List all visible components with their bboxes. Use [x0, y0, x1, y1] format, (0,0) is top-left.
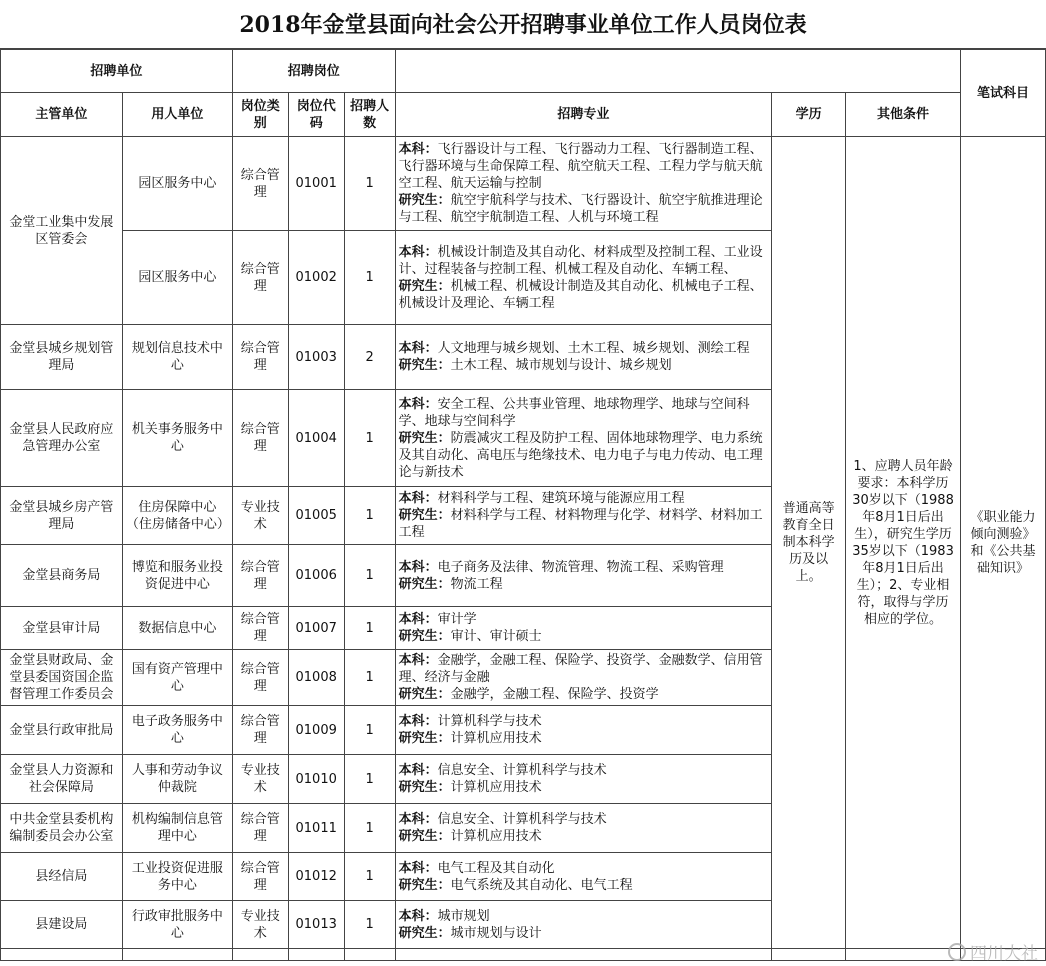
headcount-cell: 1: [344, 804, 395, 853]
headcount-cell: 2: [344, 325, 395, 390]
undergrad-tag: 本科：: [398, 763, 438, 778]
postgrad-majors: 物流工程: [450, 576, 503, 592]
blank-cell: [122, 949, 232, 961]
undergrad-line: [399, 340, 769, 357]
exam-subjects-cell: 《职业能力倾向测验》和《公共基础知识》: [961, 137, 1046, 949]
undergrad-majors: 飞行器设计与工程、飞行器动力工程、飞行器制造工程、飞行器环境与生命保障工程、航空航天工程、工程力学与航天航空工程、航天运输与控制: [398, 142, 763, 191]
postgrad-tag: 研究生：: [398, 829, 451, 844]
header-headcount: 招聘人数: [344, 93, 395, 137]
blank-cell: [846, 949, 961, 961]
employer-cell: 机构编制信息管理中心: [122, 804, 232, 853]
major-cell: [395, 137, 772, 231]
post-type-cell: 综合管理: [232, 390, 288, 487]
post-code-cell: 01010: [288, 755, 344, 804]
post-type-cell: 综合管理: [232, 325, 288, 390]
header-exam: 笔试科目: [961, 50, 1046, 137]
supervisor-cell: 县经信局: [1, 853, 123, 901]
headcount-cell: 1: [344, 390, 395, 487]
undergrad-tag: 本科：: [398, 714, 438, 729]
page-title: 2018年金堂县面向社会公开招聘事业单位工作人员岗位表: [0, 0, 1046, 49]
major-cell: [395, 607, 772, 650]
post-type-cell: 专业技术: [232, 755, 288, 804]
postgrad-majors: 材料科学与工程、材料物理与化学、材料学、材料加工工程: [398, 508, 763, 540]
postgrad-line: [399, 730, 769, 747]
undergrad-majors: 审计学: [437, 612, 477, 627]
postgrad-line: [399, 686, 769, 703]
postgrad-line: [399, 192, 769, 226]
other-conditions-cell: 1、应聘人员年龄要求：本科学历30岁以下（1988年8月1日后出生），研究生学历35岁以下（1983年8月1日后出生）；2、专业相符，取得与学历相应的学位。: [846, 137, 961, 949]
postgrad-tag: 研究生：: [398, 877, 451, 893]
undergrad-tag: 本科：: [398, 860, 438, 876]
table-row: [1, 137, 1046, 231]
undergrad-tag: 本科：: [398, 908, 438, 924]
headcount-cell: 1: [344, 901, 395, 949]
postgrad-line: [399, 877, 769, 894]
undergrad-tag: 本科：: [398, 491, 438, 506]
postgrad-tag: 研究生：: [398, 629, 451, 644]
postgrad-tag: 研究生：: [398, 358, 451, 373]
undergrad-line: [399, 559, 769, 576]
supervisor-cell: 县建设局: [1, 901, 123, 949]
postgrad-tag: 研究生：: [398, 278, 451, 294]
major-cell: [395, 755, 772, 804]
major-cell: [395, 650, 772, 706]
supervisor-cell: 金堂县财政局、金堂县委国资国企监督管理工作委员会: [1, 650, 123, 706]
post-code-cell: 01011: [288, 804, 344, 853]
blank-cell: [344, 949, 395, 961]
undergrad-line: [399, 244, 769, 278]
supervisor-cell: 金堂县城乡房产管理局: [1, 487, 123, 545]
postgrad-majors: 电气系统及其自动化、电气工程: [450, 877, 633, 893]
headcount-cell: 1: [344, 487, 395, 545]
postgrad-majors: 机械工程、机械设计制造及其自动化、机械电子工程、机械设计及理论、车辆工程: [398, 278, 763, 311]
header-post-group: 招聘岗位: [232, 50, 395, 93]
postgrad-line: [399, 430, 769, 481]
header-other: 其他条件: [846, 93, 961, 137]
post-type-cell: 综合管理: [232, 706, 288, 755]
major-cell: [395, 487, 772, 545]
postgrad-line: [399, 828, 769, 845]
supervisor-cell: 金堂县审计局: [1, 607, 123, 650]
postgrad-tag: 研究生：: [398, 430, 451, 446]
undergrad-line: [399, 908, 769, 925]
undergrad-line: [399, 652, 769, 686]
headcount-cell: 1: [344, 231, 395, 325]
supervisor-cell: 金堂县城乡规划管理局: [1, 325, 123, 390]
undergrad-tag: 本科：: [398, 396, 438, 412]
employer-cell: 园区服务中心: [122, 137, 232, 231]
employer-cell: 博览和服务业投资促进中心: [122, 545, 232, 607]
header-post-code: 岗位代码: [288, 93, 344, 137]
undergrad-line: [399, 713, 769, 730]
headcount-cell: 1: [344, 650, 395, 706]
undergrad-majors: 人文地理与城乡规划、土木工程、城乡规划、测绘工程: [437, 341, 750, 356]
post-code-cell: 01002: [288, 231, 344, 325]
major-cell: [395, 804, 772, 853]
postgrad-majors: 航空宇航科学与技术、飞行器设计、航空宇航推进理论与工程、航空宇航制造工程、人机与环境工程: [398, 193, 763, 225]
postgrad-majors: 计算机应用技术: [450, 829, 542, 844]
header-education: 学历: [772, 93, 846, 137]
postgrad-majors: 防震减灾工程及防护工程、固体地球物理学、电力系统及其自动化、高电压与绝缘技术、电力电子与电力传动、电工理论与新技术: [398, 430, 763, 480]
post-type-cell: 综合管理: [232, 853, 288, 901]
supervisor-cell: 金堂工业集中发展区管委会: [1, 137, 123, 325]
post-code-cell: 01003: [288, 325, 344, 390]
undergrad-line: [399, 490, 769, 507]
postgrad-tag: 研究生：: [398, 576, 451, 592]
post-code-cell: 01012: [288, 853, 344, 901]
supervisor-cell: 金堂县人力资源和社会保障局: [1, 755, 123, 804]
post-type-cell: 专业技术: [232, 901, 288, 949]
headcount-cell: 1: [344, 853, 395, 901]
undergrad-line: [399, 396, 769, 430]
major-cell: [395, 231, 772, 325]
postgrad-majors: 金融学，金融工程、保险学、投资学: [450, 687, 659, 702]
undergrad-majors: 城市规划: [437, 908, 490, 924]
header-supervisor: 主管单位: [1, 93, 123, 137]
undergrad-tag: 本科：: [398, 812, 438, 827]
undergrad-majors: 安全工程、公共事业管理、地球物理学、地球与空间科学、地球与空间科学: [398, 396, 750, 429]
education-cell: 普通高等教育全日制本科学历及以上。: [772, 137, 846, 949]
undergrad-majors: 电气工程及其自动化: [437, 860, 555, 876]
headcount-cell: 1: [344, 755, 395, 804]
postgrad-majors: 审计、审计硕士: [450, 629, 542, 644]
blank-cell: [232, 949, 288, 961]
undergrad-tag: 本科：: [398, 142, 438, 157]
post-code-cell: 01009: [288, 706, 344, 755]
employer-cell: 人事和劳动争议仲裁院: [122, 755, 232, 804]
blank-cell: [772, 949, 846, 961]
headcount-cell: 1: [344, 706, 395, 755]
post-code-cell: 01004: [288, 390, 344, 487]
header-post-type: 岗位类别: [232, 93, 288, 137]
blank-cell: [1, 949, 123, 961]
postgrad-line: [399, 628, 769, 645]
undergrad-tag: 本科：: [398, 612, 438, 627]
employer-cell: 国有资产管理中心: [122, 650, 232, 706]
undergrad-tag: 本科：: [398, 559, 438, 575]
wechat-icon: [948, 943, 966, 961]
undergrad-line: [399, 860, 769, 877]
undergrad-line: [399, 811, 769, 828]
watermark: 四川大社: [948, 939, 1038, 964]
major-cell: [395, 706, 772, 755]
post-type-cell: 综合管理: [232, 804, 288, 853]
postgrad-majors: 城市规划与设计: [450, 925, 542, 941]
supervisor-cell: 中共金堂县委机构编制委员会办公室: [1, 804, 123, 853]
post-code-cell: 01001: [288, 137, 344, 231]
employer-cell: 园区服务中心: [122, 231, 232, 325]
post-code-cell: 01008: [288, 650, 344, 706]
post-code-cell: 01007: [288, 607, 344, 650]
postgrad-tag: 研究生：: [398, 687, 451, 702]
undergrad-line: [399, 611, 769, 628]
undergrad-majors: 机械设计制造及其自动化、材料成型及控制工程、工业设计、过程装备与控制工程、机械工程及自动化、车辆工程、: [398, 244, 763, 277]
postgrad-majors: 计算机应用技术: [450, 780, 542, 795]
undergrad-line: [399, 141, 769, 192]
undergrad-line: [399, 762, 769, 779]
undergrad-majors: 电子商务及法律、物流管理、物流工程、采购管理: [437, 559, 724, 575]
major-cell: [395, 853, 772, 901]
postgrad-line: [399, 925, 769, 942]
blank-cell: [288, 949, 344, 961]
employer-cell: 行政审批服务中心: [122, 901, 232, 949]
post-type-cell: 专业技术: [232, 487, 288, 545]
header-unit-group: 招聘单位: [1, 50, 233, 93]
post-code-cell: 01013: [288, 901, 344, 949]
post-type-cell: 综合管理: [232, 650, 288, 706]
employer-cell: 电子政务服务中心: [122, 706, 232, 755]
post-type-cell: 综合管理: [232, 231, 288, 325]
postgrad-tag: 研究生：: [398, 508, 451, 523]
header-blank: [395, 50, 960, 93]
postgrad-line: [399, 357, 769, 374]
post-code-cell: 01006: [288, 545, 344, 607]
postgrad-tag: 研究生：: [398, 780, 451, 795]
major-cell: [395, 545, 772, 607]
employer-cell: 规划信息技术中心: [122, 325, 232, 390]
headcount-cell: 1: [344, 545, 395, 607]
header-major: 招聘专业: [395, 93, 772, 137]
post-type-cell: 综合管理: [232, 545, 288, 607]
postgrad-tag: 研究生：: [398, 193, 451, 208]
undergrad-majors: 材料科学与工程、建筑环境与能源应用工程: [437, 491, 685, 506]
post-type-cell: 综合管理: [232, 137, 288, 231]
table-row-blank: [1, 949, 1046, 961]
supervisor-cell: 金堂县人民政府应急管理办公室: [1, 390, 123, 487]
undergrad-majors: 计算机科学与技术: [437, 714, 542, 729]
undergrad-tag: 本科：: [398, 341, 438, 356]
position-table: [0, 49, 1046, 961]
postgrad-majors: 计算机应用技术: [450, 731, 542, 746]
employer-cell: 机关事务服务中心: [122, 390, 232, 487]
major-cell: [395, 325, 772, 390]
major-cell: [395, 901, 772, 949]
postgrad-line: [399, 779, 769, 796]
major-cell: [395, 390, 772, 487]
undergrad-tag: 本科：: [398, 653, 438, 668]
postgrad-majors: 土木工程、城市规划与设计、城乡规划: [450, 358, 672, 373]
postgrad-line: [399, 278, 769, 312]
postgrad-tag: 研究生：: [398, 925, 451, 941]
headcount-cell: 1: [344, 137, 395, 231]
employer-cell: 数据信息中心: [122, 607, 232, 650]
supervisor-cell: 金堂县行政审批局: [1, 706, 123, 755]
undergrad-tag: 本科：: [398, 244, 438, 260]
employer-cell: 工业投资促进服务中心: [122, 853, 232, 901]
post-type-cell: 综合管理: [232, 607, 288, 650]
supervisor-cell: 金堂县商务局: [1, 545, 123, 607]
postgrad-tag: 研究生：: [398, 731, 451, 746]
undergrad-majors: 信息安全、计算机科学与技术: [437, 763, 607, 778]
headcount-cell: 1: [344, 607, 395, 650]
postgrad-line: [399, 507, 769, 541]
postgrad-line: [399, 576, 769, 593]
post-code-cell: 01005: [288, 487, 344, 545]
undergrad-majors: 金融学，金融工程、保险学、投资学、金融数学、信用管理、经济与金融: [398, 653, 763, 685]
blank-cell: [395, 949, 772, 961]
employer-cell: 住房保障中心（住房储备中心）: [122, 487, 232, 545]
undergrad-majors: 信息安全、计算机科学与技术: [437, 812, 607, 827]
header-employer: 用人单位: [122, 93, 232, 137]
